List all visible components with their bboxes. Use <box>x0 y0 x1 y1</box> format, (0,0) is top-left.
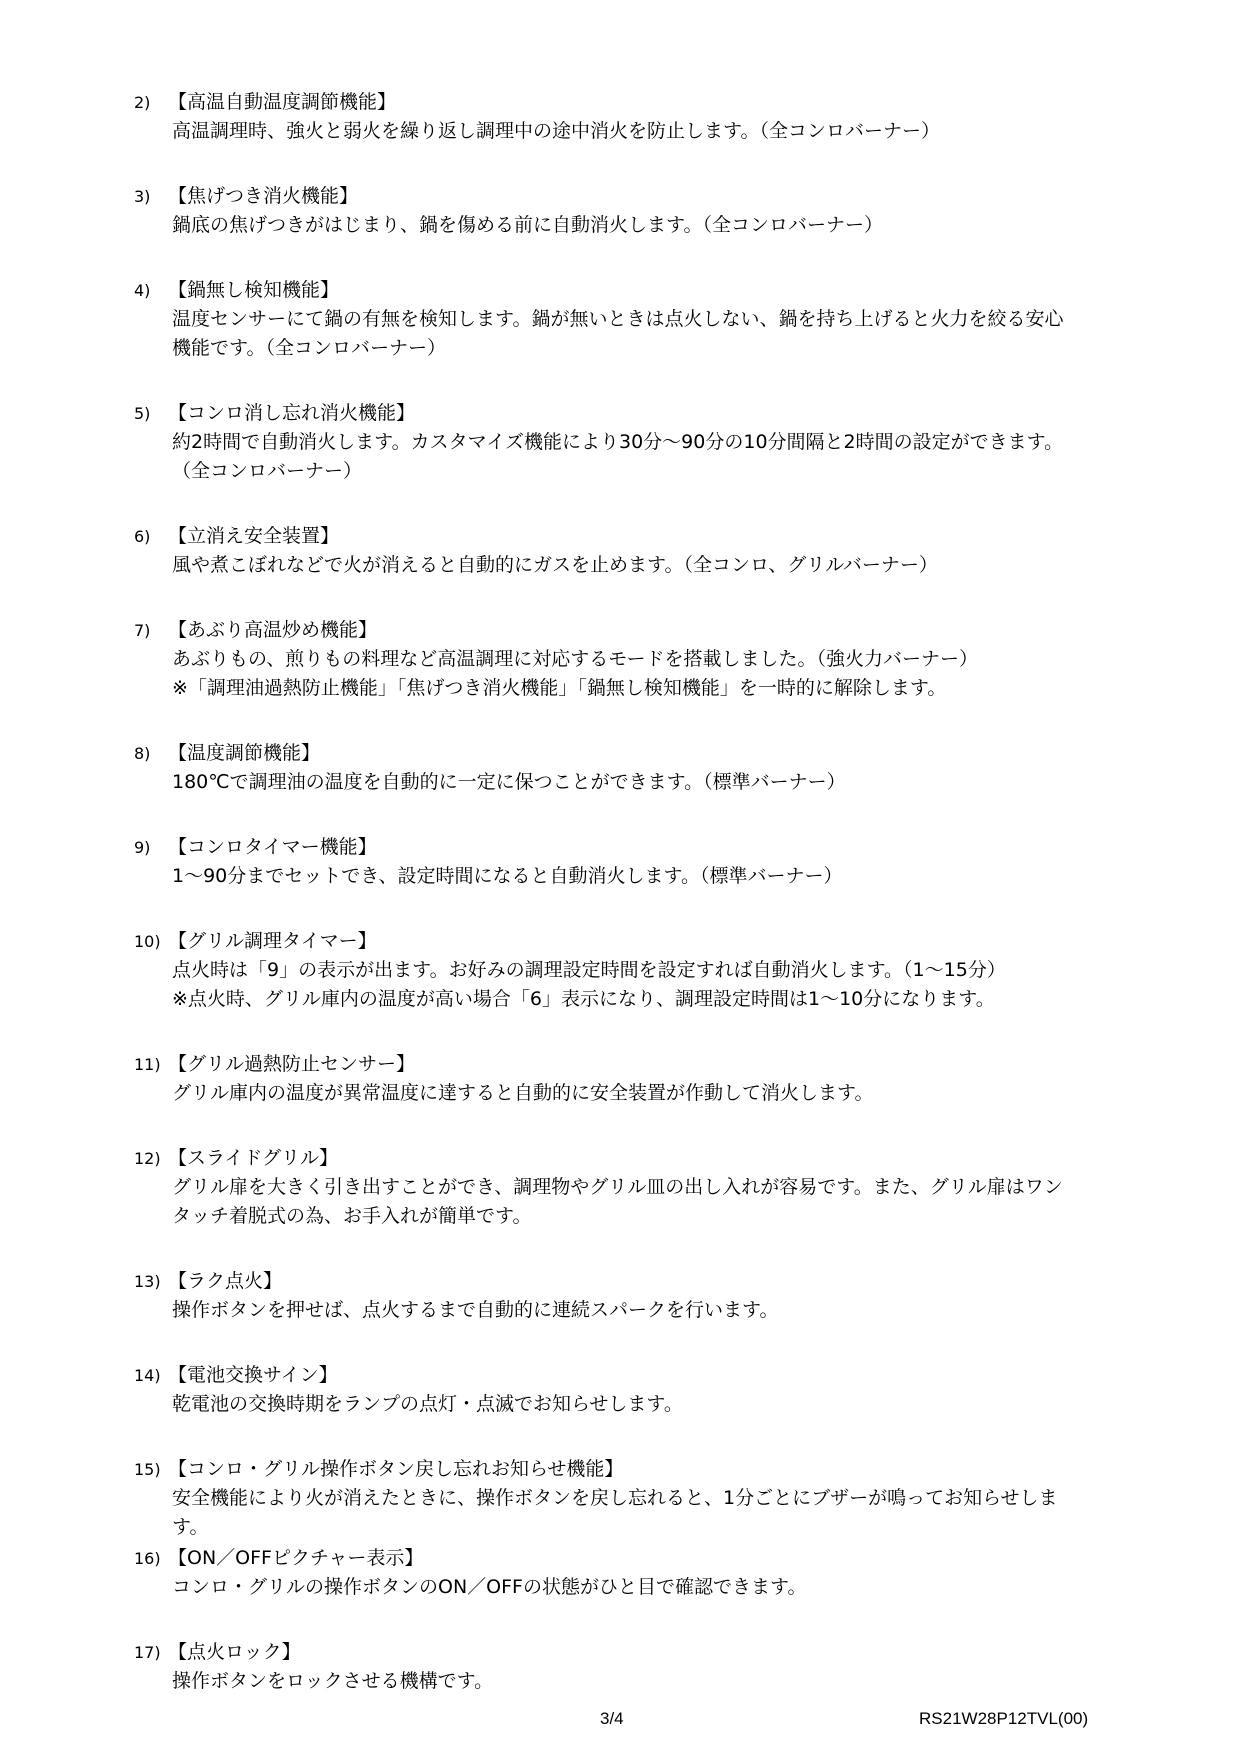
feature-number: 7) <box>134 621 151 640</box>
feature-description <box>172 551 1174 580</box>
feature-description <box>172 428 1174 486</box>
feature-description <box>172 956 1174 1014</box>
feature-title: 【グリル過熱防止センサー】 <box>168 1053 416 1075</box>
description-line: 点火時は「9」の表示が出ます。お好みの調理設定時間を設定すれば自動消火します。（1～15分） <box>172 959 1006 981</box>
feature-item <box>134 1544 1174 1602</box>
feature-heading <box>134 522 1174 551</box>
feature-title: 【点火ロック】 <box>168 1641 301 1663</box>
page-number: 3/4 <box>600 1709 624 1728</box>
feature-item <box>134 833 1174 891</box>
feature-item <box>134 1361 1174 1419</box>
feature-heading <box>134 1361 1174 1390</box>
feature-heading <box>134 1144 1174 1173</box>
description-line: （全コンロバーナー） <box>172 460 363 482</box>
feature-title: 【スライドグリル】 <box>168 1147 339 1169</box>
feature-description <box>172 1390 1174 1419</box>
description-line: す。 <box>172 1516 209 1538</box>
feature-heading <box>134 1050 1174 1079</box>
feature-heading <box>134 1267 1174 1296</box>
feature-number: 11) <box>134 1055 161 1074</box>
feature-description <box>172 211 1174 240</box>
description-line: グリル扉を大きく引き出すことができ、調理物やグリル皿の出し入れが容易です。また、グリル扉はワン <box>172 1176 1063 1198</box>
feature-heading <box>134 1455 1174 1484</box>
feature-title: 【ラク点火】 <box>168 1270 283 1292</box>
feature-number: 4) <box>134 281 151 300</box>
feature-item <box>134 182 1174 240</box>
feature-title: 【電池交換サイン】 <box>168 1364 338 1386</box>
feature-title: 【立消え安全装置】 <box>168 525 340 547</box>
feature-item <box>134 616 1174 703</box>
feature-title: 【温度調節機能】 <box>168 742 321 764</box>
feature-number: 3) <box>134 187 151 206</box>
description-line: グリル庫内の温度が異常温度に達すると自動的に安全装置が作動して消火します。 <box>172 1082 874 1104</box>
feature-title: 【高温自動温度調節機能】 <box>168 91 397 113</box>
feature-description <box>172 768 1174 797</box>
description-line: 乾電池の交換時期をランプの点灯・点滅でお知らせします。 <box>172 1393 683 1415</box>
feature-number: 16) <box>134 1549 161 1568</box>
description-line: 温度センサーにて鍋の有無を検知します。鍋が無いときは点火しない、鍋を持ち上げると火力を絞る安心 <box>172 308 1064 330</box>
description-line: タッチ着脱式の為、お手入れが簡単です。 <box>172 1205 532 1227</box>
feature-number: 5) <box>134 404 151 423</box>
feature-item <box>134 1267 1174 1325</box>
description-line: 約2時間で自動消火します。カスタマイズ機能により30分～90分の10分間隔と2時間の設定ができます。 <box>172 431 1064 453</box>
feature-title: 【コンロタイマー機能】 <box>168 836 377 858</box>
description-line: 操作ボタンを押せば、点火するまで自動的に連続スパークを行います。 <box>172 1299 779 1321</box>
feature-heading <box>134 739 1174 768</box>
feature-number: 6) <box>134 527 151 546</box>
feature-heading <box>134 276 1174 305</box>
feature-title: 【ON／OFFピクチャー表示】 <box>168 1547 424 1569</box>
description-line: あぶりもの、煎りもの料理など高温調理に対応するモードを搭載しました。（強火力バーナー） <box>172 648 978 670</box>
feature-title: 【あぶり高温炒め機能】 <box>168 619 378 641</box>
feature-item <box>134 276 1174 363</box>
feature-item <box>134 399 1174 486</box>
feature-item <box>134 927 1174 1014</box>
feature-heading <box>134 1544 1174 1573</box>
feature-heading <box>134 399 1174 428</box>
feature-description <box>172 1079 1174 1108</box>
description-line: 安全機能により火が消えたときに、操作ボタンを戻し忘れると、1分ごとにブザーが鳴ってお知らせしま <box>172 1487 1058 1509</box>
feature-description <box>172 1296 1174 1325</box>
feature-title: 【コンロ・グリル操作ボタン戻し忘れお知らせ機能】 <box>168 1458 624 1480</box>
description-line: 1～90分までセットでき、設定時間になると自動消火します。（標準バーナー） <box>172 865 843 887</box>
feature-list <box>134 88 1174 1732</box>
description-line: コンロ・グリルの操作ボタンのON／OFFの状態がひと目で確認できます。 <box>172 1576 807 1598</box>
feature-number: 8) <box>134 744 151 763</box>
description-line: 180℃で調理油の温度を自動的に一定に保つことができます。（標準バーナー） <box>172 771 846 793</box>
feature-heading <box>134 833 1174 862</box>
feature-number: 13) <box>134 1272 161 1291</box>
feature-heading <box>134 1638 1174 1667</box>
description-line: 鍋底の焦げつきがはじまり、鍋を傷める前に自動消火します。（全コンロバーナー） <box>172 214 883 236</box>
feature-number: 2) <box>134 93 151 112</box>
feature-item <box>134 1144 1174 1231</box>
feature-description <box>172 1573 1174 1602</box>
feature-description <box>172 645 1174 703</box>
description-line: ※点火時、グリル庫内の温度が高い場合「6」表示になり、調理設定時間は1～10分になります。 <box>172 988 995 1010</box>
feature-heading <box>134 927 1174 956</box>
feature-number: 15) <box>134 1460 161 1479</box>
feature-number: 10) <box>134 932 161 951</box>
description-line: ※「調理油過熱防止機能」「焦げつき消火機能」「鍋無し検知機能」を一時的に解除します。 <box>172 677 947 699</box>
feature-description <box>172 862 1174 891</box>
description-line: 高温調理時、強火と弱火を繰り返し調理中の途中消火を防止します。（全コンロバーナー） <box>172 120 940 142</box>
feature-heading <box>134 88 1174 117</box>
feature-number: 9) <box>134 838 151 857</box>
feature-description <box>172 1173 1174 1231</box>
feature-item <box>134 522 1174 580</box>
feature-number: 12) <box>134 1149 161 1168</box>
feature-description <box>172 1667 1174 1696</box>
feature-number: 17) <box>134 1643 161 1662</box>
feature-item <box>134 1638 1174 1696</box>
feature-description <box>172 1484 1174 1542</box>
description-line: 機能です。（全コンロバーナー） <box>172 337 446 359</box>
feature-title: 【鍋無し検知機能】 <box>168 279 340 301</box>
feature-item <box>134 1455 1174 1542</box>
feature-item <box>134 1050 1174 1108</box>
feature-item <box>134 739 1174 797</box>
feature-number: 14) <box>134 1366 161 1385</box>
feature-heading <box>134 182 1174 211</box>
feature-heading <box>134 616 1174 645</box>
feature-title: 【コンロ消し忘れ消火機能】 <box>168 402 416 424</box>
description-line: 風や煮こぼれなどで火が消えると自動的にガスを止めます。（全コンロ、グリルバーナー） <box>172 554 938 576</box>
document-code: RS21W28P12TVL(00) <box>919 1709 1089 1728</box>
feature-item <box>134 88 1174 146</box>
feature-title: 【焦げつき消火機能】 <box>168 185 359 207</box>
feature-title: 【グリル調理タイマー】 <box>168 930 377 952</box>
feature-description <box>172 117 1174 146</box>
feature-description <box>172 305 1174 363</box>
description-line: 操作ボタンをロックさせる機構です。 <box>172 1670 494 1692</box>
